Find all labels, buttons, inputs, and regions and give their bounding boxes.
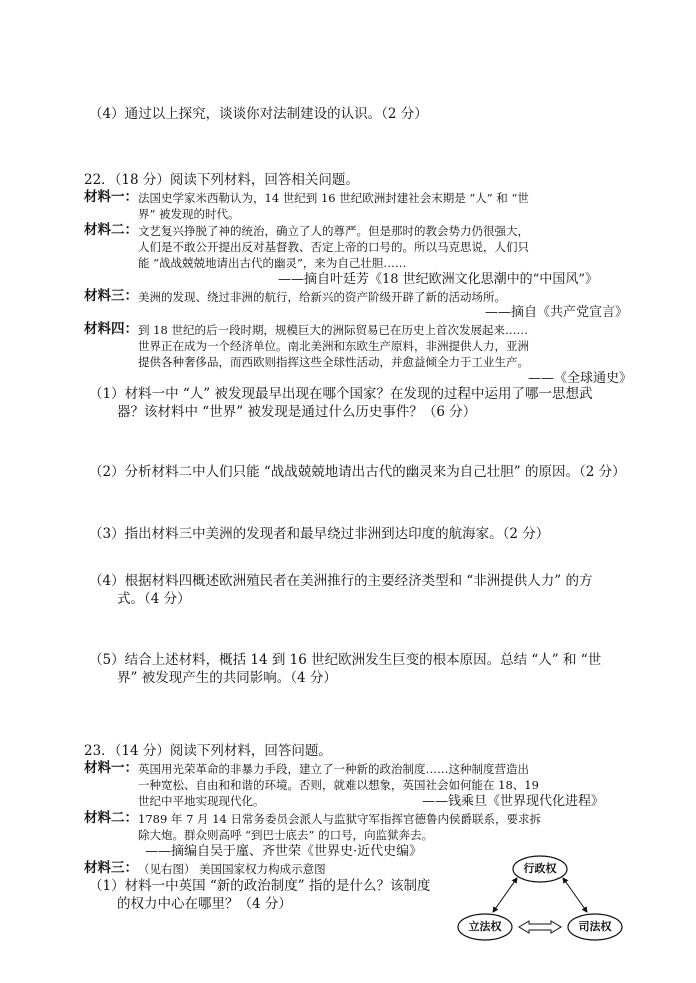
q22-material2-line2: 人们是不敢公开提出反对基督教、否定上帝的口号的。所以马克思说，人们只 <box>138 240 529 254</box>
power-structure-diagram <box>455 852 625 952</box>
q23-material3-text: （见右图） 美国国家权力构成示意图 <box>138 862 326 876</box>
q21-sub4: （4）通过以上探究，谈谈你对法制建设的认识。（2 分） <box>89 106 428 122</box>
q22-subq3: （3）指出材料三中美洲的发现者和最早绕过非洲到达印度的航海家。（2 分） <box>89 526 550 542</box>
q22-subq4-line1: （4）根据材料四概述欧洲殖民者在美洲推行的主要经济类型和 “非洲提供人力” 的方 <box>89 573 593 589</box>
q22-material2-source: ——摘自叶廷芳《18 世纪欧洲文化思潮中的“中国风”》 <box>278 272 598 287</box>
q22-material3-label: 材料三： <box>84 288 138 304</box>
q22-material3-source: ——摘自《共产党宣言》 <box>485 305 629 320</box>
q23-subq1-line1: （1）材料一中英国 “新的政治制度” 指的是什么？该制度 <box>89 878 431 894</box>
q22-material1-line1: 法国史学家米西勒认为，14 世纪到 16 世纪欧洲封建社会末期是 “人” 和 “世 <box>138 191 529 205</box>
q22-material2-label: 材料二： <box>84 222 138 238</box>
legislative-power-label: 立法权 <box>468 920 502 933</box>
q22-material1-line2: 界” 被发现的时代。 <box>138 207 240 221</box>
q22-material4-line2: 世界正在成为一个经济单位。南北美洲和东欧生产原料，非洲提供人力，亚洲 <box>138 339 529 353</box>
q22-material4-source: ——《全球通史》 <box>528 371 633 386</box>
q22-material4-line3: 提供各种奢侈品，而西欧则指挥这些全球性活动，并愈益倾全力于工业生产。 <box>138 355 529 369</box>
q22-subq5-line1: （5）结合上述材料，概括 14 到 16 世纪欧洲发生巨变的根本原因。总结 “人” 和 “世 <box>89 652 602 668</box>
exec-jud-arrow <box>563 878 587 912</box>
judicial-power-label: 司法权 <box>578 920 612 933</box>
q22-subq4-line2: 式。（4 分） <box>117 591 191 607</box>
q23-material1-line1: 英国用光荣革命的非暴力手段，建立了一种新的政治制度……这种制度营造出 <box>138 762 529 776</box>
q22-material3-line1: 美洲的发现、绕过非洲的航行，给新兴的资产阶级开辟了新的活动场所。 <box>138 290 506 304</box>
executive-power-label: 行政权 <box>523 862 557 875</box>
q23-material1-label: 材料一： <box>84 760 138 776</box>
q23-header: 23．（14 分）阅读下列材料，回答问题。 <box>84 743 332 759</box>
q23-material2-line1: 1789 年 7 月 14 日常务委员会派人与监狱守军指挥官德鲁内侯爵联系，要求拆 <box>138 812 541 826</box>
q22-material4-label: 材料四： <box>84 321 138 337</box>
q23-material1-line2: 一种宽松、自由和和谐的环境。否则，就难以想象，英国社会如何能在 18、19 <box>138 778 539 792</box>
q23-material1-source: ——钱乘旦《世界现代化进程》 <box>422 794 605 809</box>
q22-subq1-line1: （1）材料一中 “人” 被发现最早出现在哪个国家？在发现的过程中运用了哪一思想武 <box>89 386 593 402</box>
q23-material2-line2: 除大炮。群众则高呼 “到巴士底去” 的口号，向监狱奔去。 <box>138 828 434 842</box>
q23-material3-label: 材料三： <box>84 860 138 876</box>
q22-material1-label: 材料一： <box>84 189 138 205</box>
q22-header: 22．（18 分）阅读下列材料，回答相关问题。 <box>84 172 359 188</box>
q22-subq1-line2: 器？该材料中 “世界” 被发现是通过什么历史事件？（6 分） <box>117 404 477 420</box>
exec-leg-arrow <box>493 878 517 912</box>
q22-material2-line3: 能 “战战兢兢地请出古代的幽灵”，来为自己壮胆…… <box>138 256 407 270</box>
q23-material2-label: 材料二： <box>84 810 138 826</box>
q23-subq1-line2: 的权力中心在哪里？（4 分） <box>117 896 292 912</box>
q23-material1-line3: 世纪中平地实现现代化。 <box>138 794 265 808</box>
q22-subq5-line2: 界” 被发现产生的共同影响。（4 分） <box>117 670 337 686</box>
q22-material4-line1: 到 18 世纪的后一段时期，规模巨大的洲际贸易已在历史上首次发展起来…… <box>138 323 528 337</box>
q23-material2-source: ——摘编自吴于廑、齐世荣《世界史·近代史编》 <box>145 844 423 859</box>
q22-subq2: （2）分析材料二中人们只能 “战战兢兢地请出古代的幽灵来为自己壮胆” 的原因。（2 分） <box>89 464 626 480</box>
leg-jud-double-arrow <box>519 921 561 933</box>
q22-material2-line1: 文艺复兴挣脱了神的统治，确立了人的尊严。但是那时的教会势力仍很强大， <box>138 224 529 238</box>
